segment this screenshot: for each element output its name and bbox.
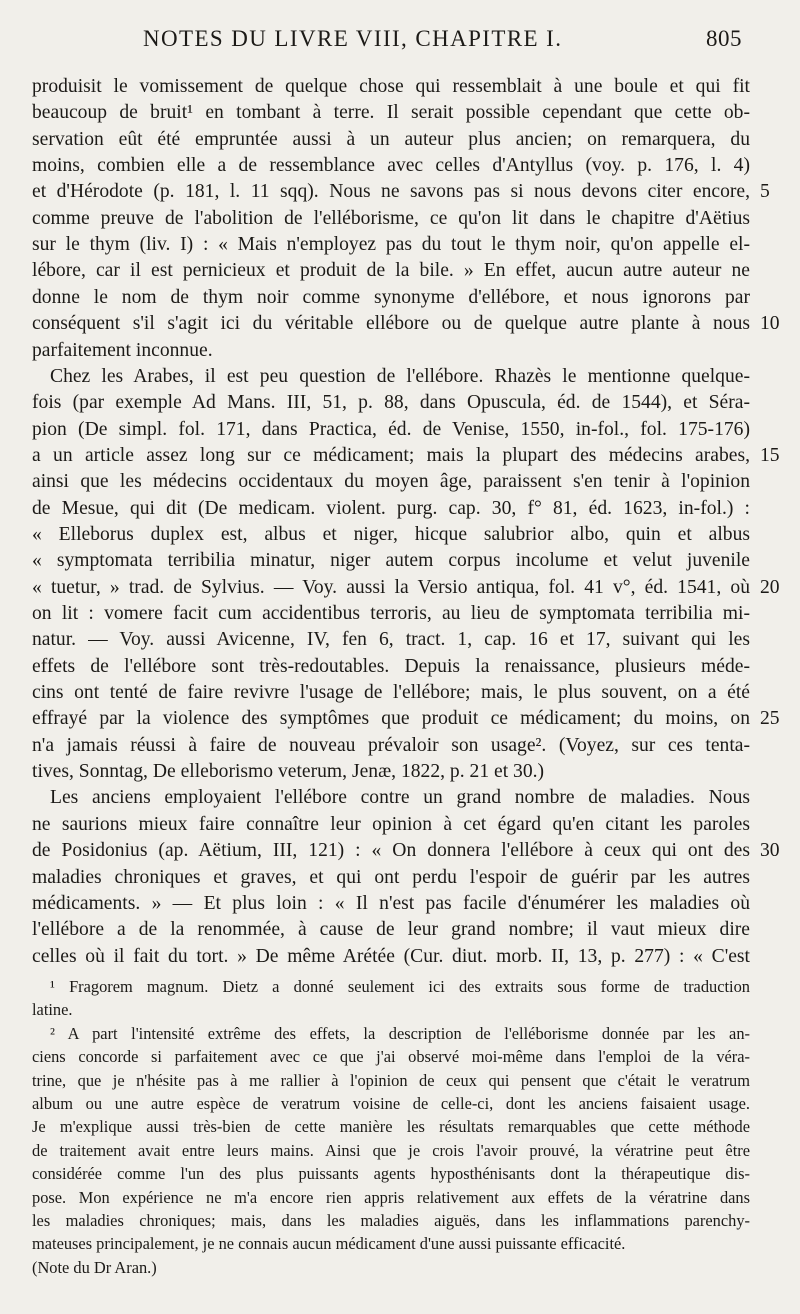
text-line: cins ont tenté de faire revivre l'usage de l'ellébore; mais, le plus souvent, on a été [32, 682, 750, 704]
page-number: 805 [706, 26, 742, 51]
footnote-line: de traitement avait entre leurs mains. Ainsi que je crois l'avoir prouvé, la vératrine peut être [32, 1140, 750, 1160]
footnote-line: ² A part l'intensité extrême des effets, la description de l'elléborisme donnée par les an- [50, 1023, 750, 1043]
text-line: on lit : vomere facit cum accidentibus terroris, au lieu de symptomata terribilia mi- [32, 603, 750, 624]
text-line: « symptomata terribilia minatur, niger autem corpus incolume et velut juvenile [32, 550, 750, 572]
footnote-line: (Note du Dr Aran.) [32, 1257, 157, 1277]
text-line: ainsi que les médecins occidentaux du moyen âge, paraissent s'en tenir à l'opinion [32, 471, 750, 493]
text-line: beaucoup de bruit¹ en tombant à terre. Il serait possible cependant que cette ob- [32, 102, 750, 124]
footnote-line: ¹ Fragorem magnum. Dietz a donné seulement ici des extraits sous forme de traduction [50, 977, 750, 996]
line-number: 30 [760, 840, 780, 862]
line-number: 25 [760, 708, 780, 730]
text-line: l'ellébore a de la renommée, à cause de leur grand nombre; il vaut mieux dire [32, 919, 750, 941]
line-number: 5 [760, 181, 770, 203]
text-line: « Elleborus duplex est, albus et niger, hicque salubrior albo, quin et albus [32, 523, 750, 545]
text-line: comme preuve de l'abolition de l'elléborisme, ce qu'on lit dans le chapitre d'Aëtius [32, 207, 750, 229]
text-line: servation eût été empruntée aussi à un auteur plus ancien; on remarquera, du [32, 128, 750, 150]
footnote-line: pose. Mon expérience ne m'a encore rien appris relativement aux effets de la vératrine dans [32, 1187, 750, 1207]
text-line: effrayé par la violence des symptômes que produit ce médicament; du moins, on [32, 708, 750, 730]
text-line: effets de l'ellébore sont très-redoutables. Depuis la renaissance, plusieurs méde- [32, 655, 750, 677]
text-line: natur. — Voy. aussi Avicenne, IV, fen 6, tract. 1, cap. 16 et 17, suivant qui les [32, 629, 750, 651]
text-line: médicaments. » — Et plus loin : « Il n'est pas facile d'énumérer les maladies où [32, 892, 750, 914]
text-line: moins, combien elle a de ressemblance avec celles d'Antyllus (voy. p. 176, l. 4) [32, 155, 750, 177]
text-line: n'a jamais réussi à faire de nouveau prévaloir son usage². (Voyez, sur ces tenta- [32, 734, 750, 756]
text-line: maladies chroniques et graves, et qui ont perdu l'espoir de guérir par les autres [32, 866, 750, 888]
text-line: tives, Sonntag, De elleborismo veterum, Jenæ, 1822, p. 21 et 30.) [32, 761, 545, 783]
text-line: produisit le vomissement de quelque chose qui ressemblait à une boule et qui fit [32, 76, 750, 97]
line-number: 20 [760, 576, 780, 598]
text-line: celles où il fait du tort. » De même Arétée (Cur. diut. morb. II, 13, p. 277) : « C'est [32, 945, 750, 967]
text-line: conséquent s'il s'agit ici du véritable ellébore ou de quelque autre plante à nous [32, 313, 750, 335]
text-line: donne le nom de thym noir comme synonyme d'ellébore, et nous ignorons par [32, 286, 750, 308]
text-line: de Mesue, qui dit (De medicam. violent. purg. cap. 30, f° 81, éd. 1623, in-fol.) : [32, 497, 750, 519]
footnote-line: considérée comme l'un des plus puissants agents hyposthénisants dont la thérapeutique dis- [32, 1164, 750, 1184]
footnote-line: album ou une autre espèce de veratrum voisine de celle-ci, dont les anciens faisaient usage. [32, 1094, 750, 1113]
text-line: Les anciens employaient l'ellébore contre un grand nombre de maladies. Nous [50, 787, 750, 809]
text-line: ne saurions mieux faire connaître leur opinion à cet égard qu'en citant les paroles [32, 813, 750, 835]
running-title: NOTES DU LIVRE VIII, CHAPITRE I. [143, 26, 563, 51]
footnote-line: latine. [32, 1000, 73, 1020]
line-number: 15 [760, 444, 780, 466]
text-line: sur le thym (liv. I) : « Mais n'employez pas du tout le thym noir, qu'on appelle el- [32, 234, 750, 256]
text-line: Chez les Arabes, il est peu question de l'ellébore. Rhazès le mentionne quelque- [50, 365, 750, 387]
line-number: 10 [760, 313, 780, 335]
footnote-line: ciens concorde si parfaitement avec ce que j'ai observé moi-même dans l'emploi de la véra- [32, 1047, 750, 1067]
footnote-line: mateuses principalement, je ne connais aucun médicament d'une aussi puissante efficacité. [32, 1234, 626, 1254]
text-line: pion (De simpl. fol. 171, dans Practica, éd. de Venise, 1550, in-fol., fol. 175-176) [32, 418, 750, 440]
page-header [0, 26, 800, 62]
footnote-line: les maladies chroniques; mais, dans les maladies aiguës, dans les inflammations parenchy- [32, 1211, 750, 1230]
text-line: lébore, car il est pernicieux et produit de la bile. » En effet, aucun autre auteur ne [32, 260, 750, 282]
text-line: « tuetur, » trad. de Sylvius. — Voy. aussi la Versio antiqua, fol. 41 v°, éd. 1541, où [32, 576, 750, 598]
footnote-line: Je m'explique aussi très-bien de cette manière les résultats remarquables que cette méthode [32, 1117, 750, 1137]
text-line: de Posidonius (ap. Aëtium, III, 121) : « On donnera l'ellébore à ceux qui ont des [32, 840, 750, 862]
text-line: et d'Hérodote (p. 181, l. 11 sqq). Nous ne savons pas si nous devons citer encore, [32, 181, 750, 203]
text-line: parfaitement inconnue. [32, 339, 213, 361]
footnote-line: trine, que je n'hésite pas à me rallier à l'opinion de ceux qui pensent que c'était le veratrum [32, 1070, 750, 1090]
text-line: a un article assez long sur ce médicament; mais la plupart des médecins arabes, [32, 444, 750, 466]
text-line: fois (par exemple Ad Mans. III, 51, p. 88, dans Opuscula, éd. de 1544), et Séra- [32, 392, 750, 414]
